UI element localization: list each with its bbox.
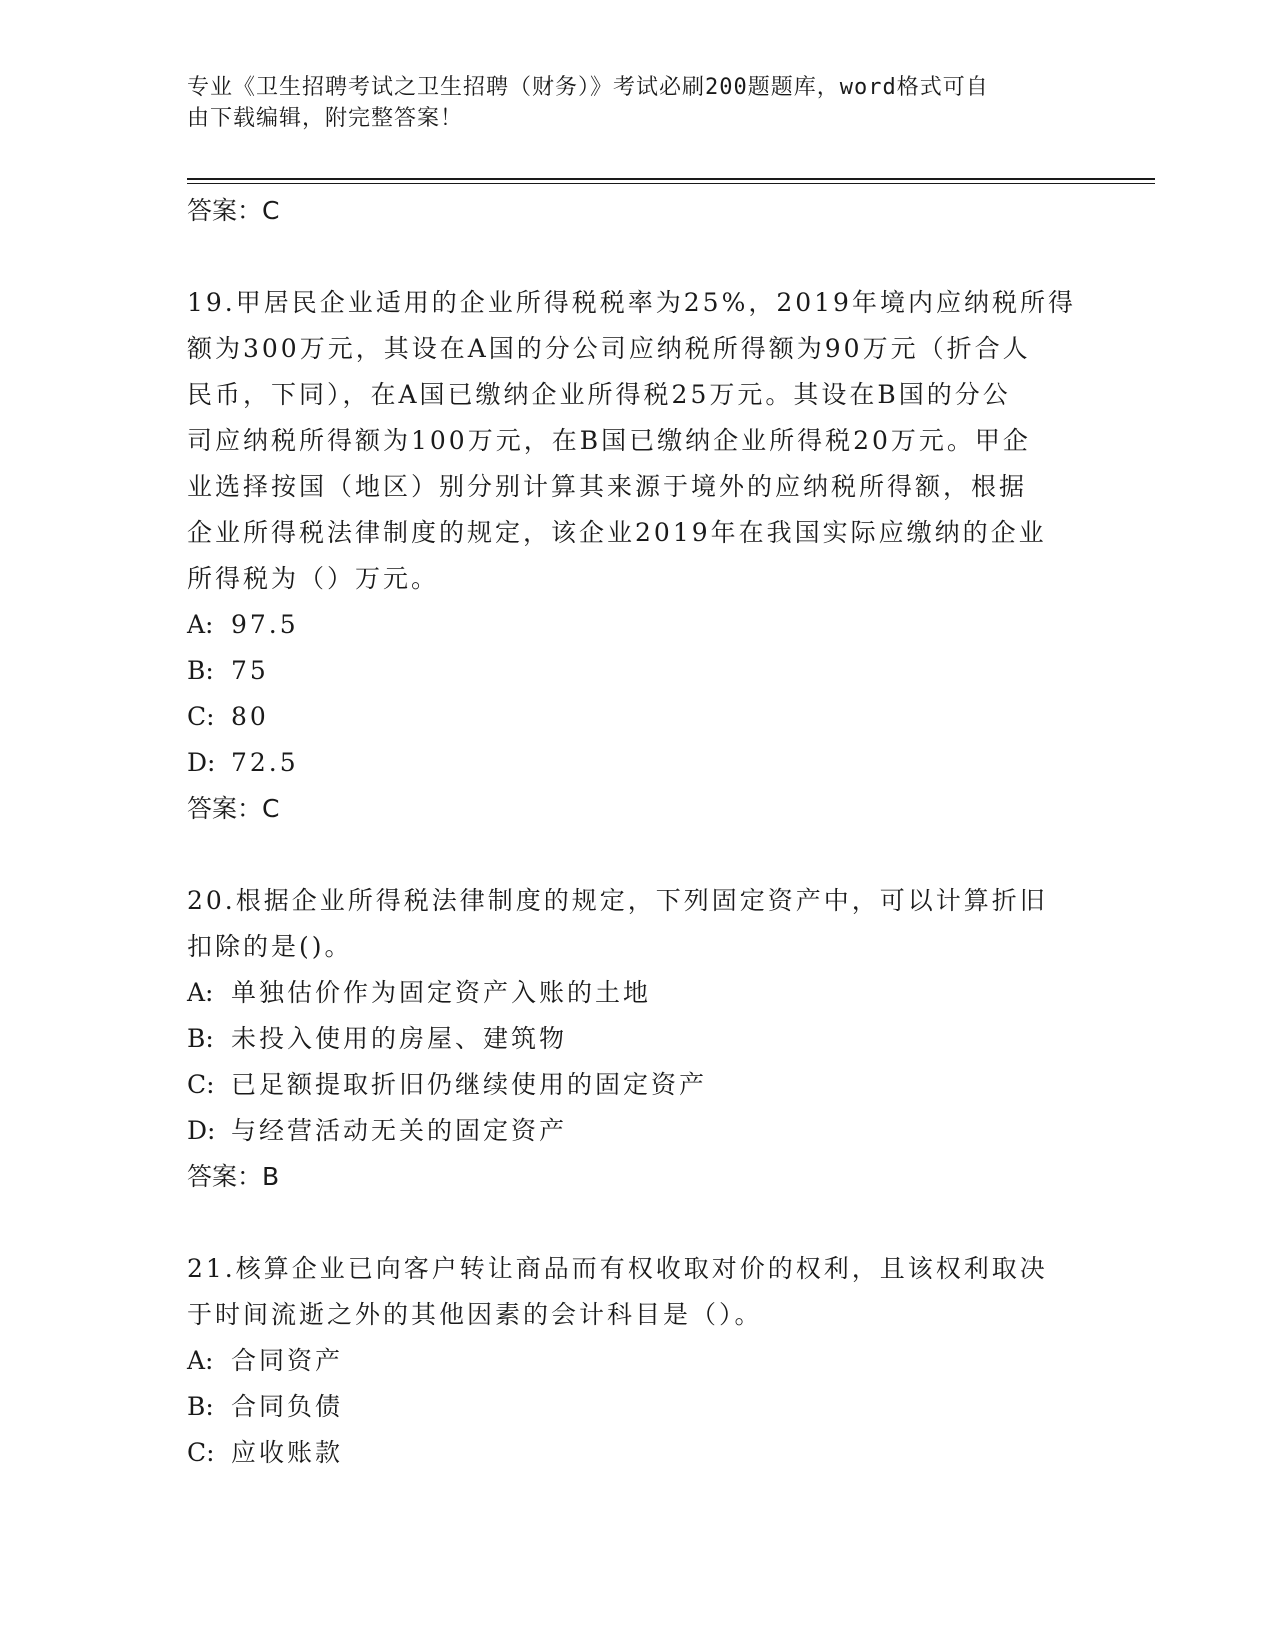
stem-line: 企业所得税法律制度的规定，该企业2019年在我国实际应缴纳的企业: [187, 518, 1047, 547]
option-d: [187, 1108, 1087, 1154]
option-key: A:: [187, 610, 214, 639]
question-stem: [187, 1246, 1087, 1338]
stem-line: 21.核算企业已向客户转让商品而有权收取对价的权利，且该权利取决: [187, 1254, 1048, 1283]
option-text: 与经营活动无关的固定资产: [231, 1116, 568, 1145]
answer-line: 答案：C: [187, 196, 280, 225]
question-stem: [187, 280, 1087, 602]
question-gap: [187, 234, 1087, 280]
question-gap: [187, 1200, 1087, 1246]
option-text: 未投入使用的房屋、建筑物: [231, 1024, 568, 1053]
option-text: 单独估价作为固定资产入账的土地: [231, 978, 652, 1007]
option-c: [187, 1062, 1087, 1108]
stem-line: 所得税为（）万元。: [187, 564, 440, 593]
stem-line: 扣除的是()。: [187, 932, 353, 961]
answer-line: 答案：C: [187, 794, 280, 823]
option-c: [187, 1430, 1087, 1476]
option-key: D:: [187, 1116, 216, 1145]
stem-line: 民币，下同），在A国已缴纳企业所得税25万元。其设在B国的分公: [187, 380, 1011, 409]
stem-line: 19.甲居民企业适用的企业所得税税率为25%，2019年境内应纳税所得: [187, 288, 1076, 317]
option-b: [187, 1016, 1087, 1062]
option-key: B:: [187, 1024, 214, 1053]
stem-line: 额为300万元，其设在A国的分公司应纳税所得额为90万元（折合人: [187, 334, 1031, 363]
option-text: 合同负债: [231, 1392, 344, 1421]
option-b: [187, 1384, 1087, 1430]
question-list: [187, 188, 1087, 1476]
option-key: B:: [187, 1392, 214, 1421]
header-divider-thick: [187, 178, 1155, 180]
answer-line: 答案：B: [187, 1162, 280, 1191]
option-c: [187, 694, 1087, 740]
option-key: D:: [187, 748, 216, 777]
header-divider-thin: [187, 183, 1155, 184]
stem-line: 业选择按国（地区）别分别计算其来源于境外的应纳税所得额，根据: [187, 472, 1028, 501]
option-b: [187, 648, 1087, 694]
option-text: 已足额提取折旧仍继续使用的固定资产: [231, 1070, 708, 1099]
question-stem: [187, 878, 1087, 970]
header-line-2: 由下载编辑，附完整答案！: [187, 106, 464, 131]
stem-line: 于时间流逝之外的其他因素的会计科目是（）。: [187, 1300, 763, 1329]
option-a: [187, 970, 1087, 1016]
stem-line: 20.根据企业所得税法律制度的规定，下列固定资产中，可以计算折旧: [187, 886, 1048, 915]
option-text: 97.5: [231, 610, 299, 639]
question-gap: [187, 832, 1087, 878]
option-text: 合同资产: [231, 1346, 344, 1375]
option-key: C:: [187, 1438, 215, 1467]
question-20: [187, 878, 1087, 1200]
option-text: 72.5: [231, 748, 299, 777]
question-19: [187, 280, 1087, 832]
option-key: C:: [187, 1070, 215, 1099]
option-key: A:: [187, 1346, 214, 1375]
option-key: A:: [187, 978, 214, 1007]
question-21: [187, 1246, 1087, 1476]
option-key: C:: [187, 702, 215, 731]
option-d: [187, 740, 1087, 786]
option-text: 75: [231, 656, 269, 685]
option-a: [187, 1338, 1087, 1384]
document-header: [187, 72, 1087, 134]
option-key: B:: [187, 656, 214, 685]
option-a: [187, 602, 1087, 648]
option-text: 80: [231, 702, 269, 731]
header-line-1: 专业《卫生招聘考试之卫生招聘（财务）》考试必刷200题题库，word格式可自: [187, 75, 989, 100]
stem-line: 司应纳税所得额为100万元，在B国已缴纳企业所得税20万元。甲企: [187, 426, 1031, 455]
option-text: 应收账款: [231, 1438, 344, 1467]
